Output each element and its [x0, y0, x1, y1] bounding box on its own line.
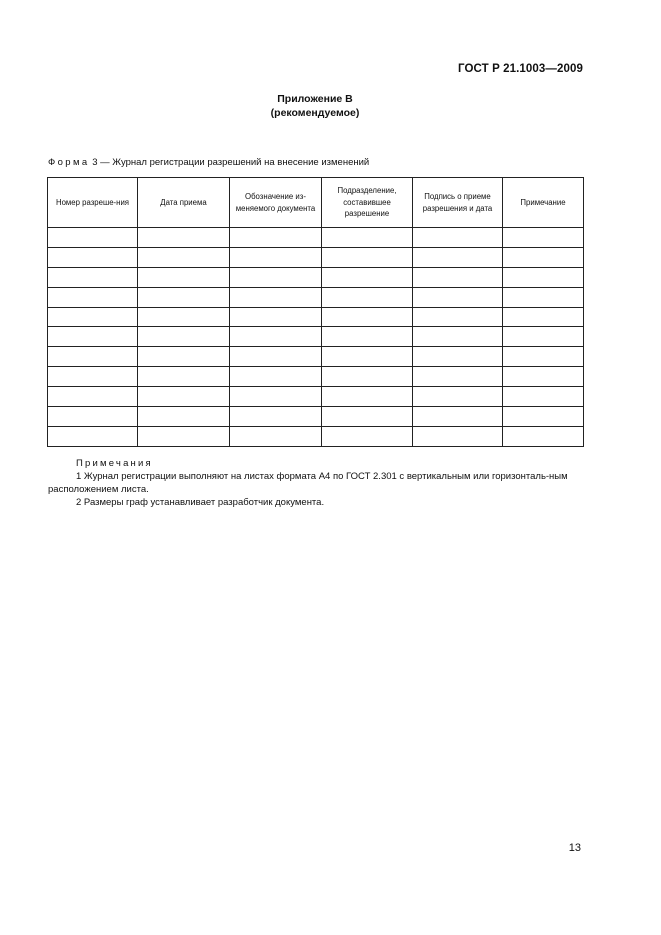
table-cell: [48, 367, 138, 387]
table-cell: [230, 247, 322, 267]
table-cell: [413, 347, 503, 367]
table-cell: [503, 387, 584, 407]
notes-heading: Примечания: [76, 458, 153, 469]
column-header-department: Подразделение, составившее разрешение: [322, 178, 413, 228]
table-cell: [48, 247, 138, 267]
table-cell: [413, 327, 503, 347]
table-cell: [138, 287, 230, 307]
table-cell: [413, 407, 503, 427]
form-caption: [48, 157, 369, 168]
column-header-note: Примечание: [503, 178, 584, 228]
table-cell: [48, 327, 138, 347]
table-cell: [322, 287, 413, 307]
table-cell: [48, 228, 138, 248]
registration-journal-table: [47, 177, 584, 447]
table-cell: [503, 426, 584, 446]
table-row: [48, 267, 584, 287]
table-cell: [230, 307, 322, 327]
table-cell: [138, 426, 230, 446]
table-cell: [230, 407, 322, 427]
table-cell: [138, 407, 230, 427]
table-cell: [503, 407, 584, 427]
table-cell: [322, 267, 413, 287]
table-cell: [322, 367, 413, 387]
table-cell: [413, 287, 503, 307]
table-cell: [503, 307, 584, 327]
table-cell: [322, 407, 413, 427]
table-cell: [322, 247, 413, 267]
table-cell: [503, 228, 584, 248]
table-cell: [503, 267, 584, 287]
table-cell: [413, 228, 503, 248]
table-row: [48, 367, 584, 387]
table-cell: [413, 307, 503, 327]
table-cell: [413, 247, 503, 267]
note-item-2: 2 Размеры граф устанавливает разработчик документа.: [76, 497, 325, 508]
table-row: [48, 347, 584, 367]
table-row: [48, 247, 584, 267]
table-cell: [413, 267, 503, 287]
form-label: Форма: [48, 157, 90, 168]
table-cell: [230, 426, 322, 446]
table-cell: [413, 426, 503, 446]
table-cell: [503, 367, 584, 387]
table-cell: [48, 267, 138, 287]
annex-subtitle: (рекомендуемое): [270, 107, 360, 119]
table-cell: [138, 347, 230, 367]
form-caption-text: 3 — Журнал регистрации разрешений на внесение изменений: [92, 157, 370, 168]
column-header-receipt-date: Дата приема: [138, 178, 230, 228]
table-row: [48, 387, 584, 407]
table-cell: [138, 387, 230, 407]
table-row: [48, 426, 584, 446]
annex-title: Приложение В: [277, 93, 353, 105]
table-cell: [322, 347, 413, 367]
table-header-row: [48, 178, 584, 228]
notes-section: [48, 457, 583, 509]
table-cell: [230, 387, 322, 407]
table-cell: [138, 247, 230, 267]
annex-title-block: [0, 92, 630, 120]
table-cell: [230, 228, 322, 248]
table-row: [48, 327, 584, 347]
table-cell: [322, 327, 413, 347]
table-cell: [230, 327, 322, 347]
table-cell: [230, 267, 322, 287]
table-cell: [322, 387, 413, 407]
standard-code: ГОСТ Р 21.1003—2009: [458, 63, 583, 75]
table-row: [48, 287, 584, 307]
table-row: [48, 307, 584, 327]
table-cell: [503, 247, 584, 267]
table-cell: [48, 426, 138, 446]
table-cell: [322, 426, 413, 446]
table-cell: [413, 367, 503, 387]
table-cell: [48, 307, 138, 327]
column-header-document-designation: Обозначение из-меняемого документа: [230, 178, 322, 228]
table-cell: [322, 228, 413, 248]
note-item-1: 1 Журнал регистрации выполняют на листах формата А4 по ГОСТ 2.301 с вертикальным или горизонталь-ным расположением листа.: [48, 471, 568, 495]
table-cell: [138, 367, 230, 387]
table-cell: [503, 287, 584, 307]
table-cell: [503, 347, 584, 367]
page-number: 13: [568, 842, 581, 854]
table-cell: [230, 347, 322, 367]
table-cell: [48, 387, 138, 407]
table-cell: [48, 347, 138, 367]
table-cell: [413, 387, 503, 407]
table-cell: [48, 407, 138, 427]
table-row: [48, 407, 584, 427]
table-row: [48, 228, 584, 248]
table-cell: [230, 367, 322, 387]
table-cell: [138, 267, 230, 287]
table-cell: [138, 307, 230, 327]
table-cell: [230, 287, 322, 307]
table-cell: [138, 327, 230, 347]
table-cell: [48, 287, 138, 307]
column-header-signature-date: Подпись о приеме разрешения и дата: [413, 178, 503, 228]
table-body: [48, 228, 584, 447]
table-cell: [138, 228, 230, 248]
table-cell: [503, 327, 584, 347]
table-cell: [322, 307, 413, 327]
column-header-permit-number: Номер разреше-ния: [48, 178, 138, 228]
